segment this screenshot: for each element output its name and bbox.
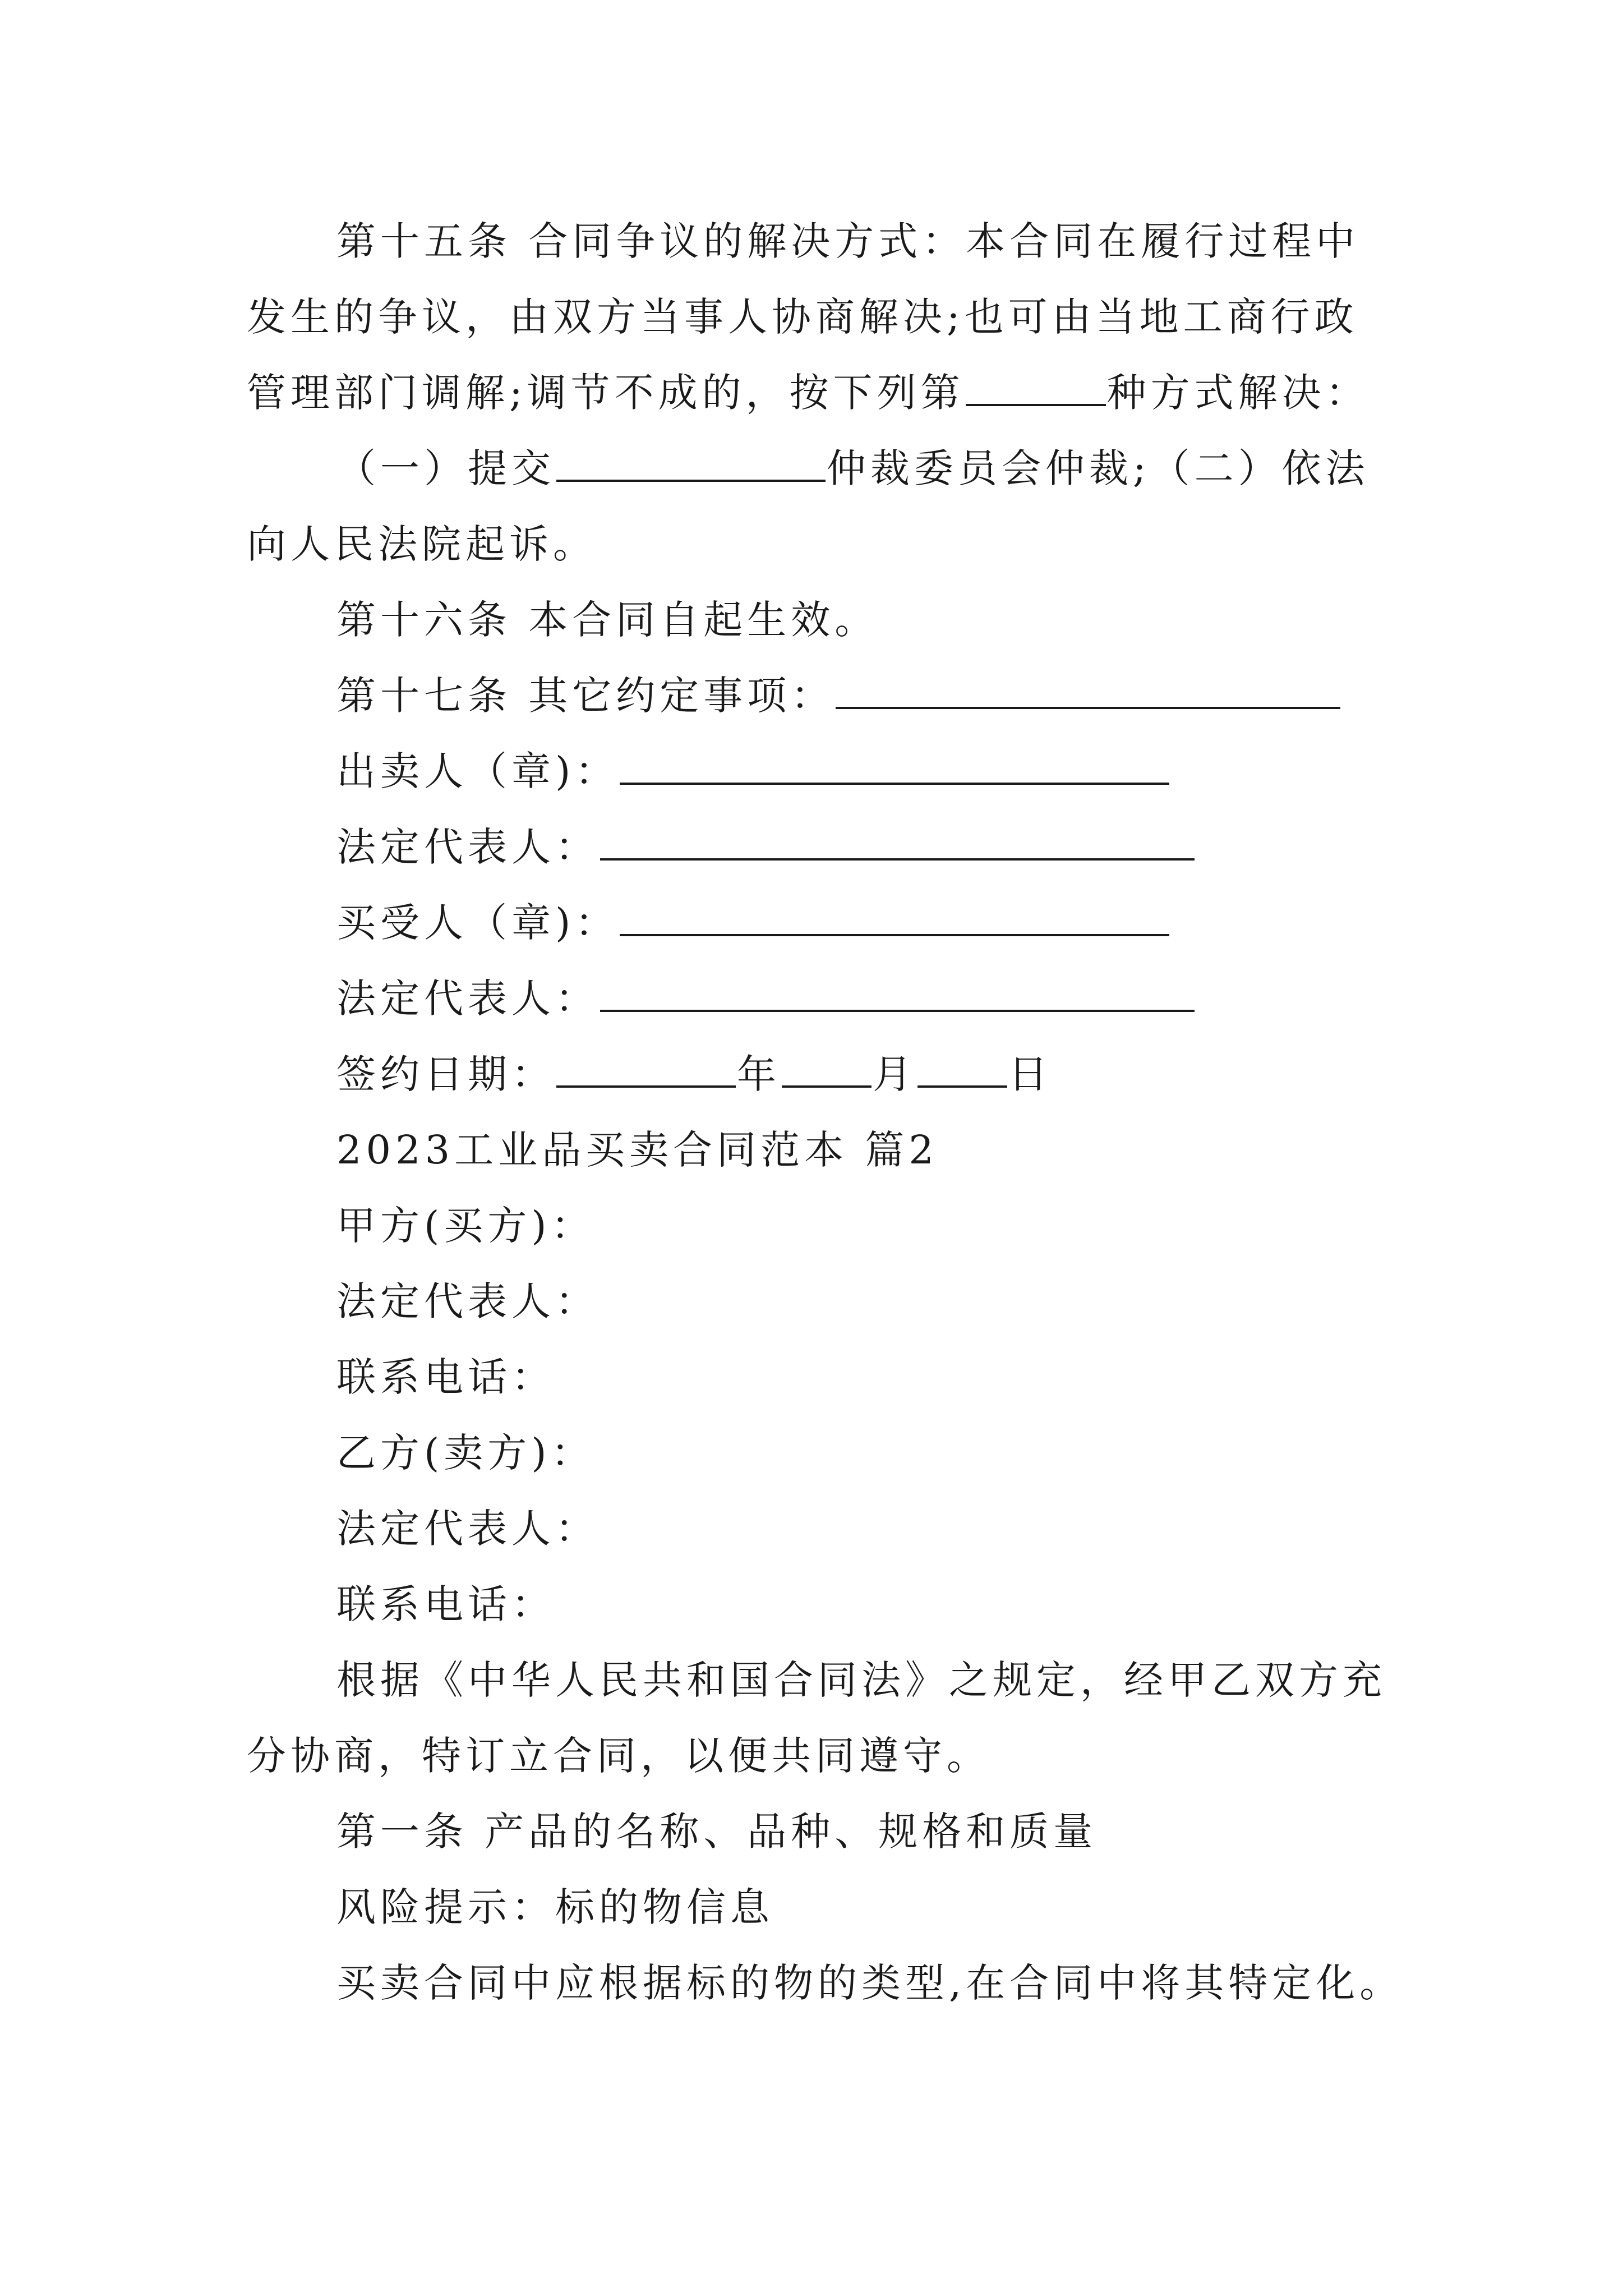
text: 仲裁委员会仲裁;（二）依法 — [827, 445, 1370, 491]
blank-buyer — [620, 895, 1169, 936]
party-b-legal-rep-line — [336, 1501, 599, 1557]
text: 日 — [1008, 1051, 1052, 1097]
text: 第十五条 合同争议的解决方式：本合同在履行过程中 — [336, 218, 1360, 264]
article-15-line-1 — [336, 213, 1359, 269]
text: 第一条 产品的名称、品种、规格和质量 — [336, 1809, 1098, 1855]
text: 签约日期： — [336, 1051, 555, 1097]
blank-year — [556, 1046, 736, 1088]
article-16 — [336, 592, 878, 648]
text: 根据《中华人民共和国合同法》之规定，经甲乙双方充 — [336, 1657, 1386, 1703]
text: 甲方(买方)： — [336, 1203, 595, 1249]
text: 第十七条 其它约定事项： — [336, 673, 835, 719]
text: 种方式解决： — [1106, 370, 1370, 416]
article-1 — [336, 1803, 1097, 1860]
blank-arbitration-commission — [556, 440, 826, 482]
text: 年 — [737, 1051, 781, 1097]
text: 联系电话： — [336, 1354, 555, 1400]
text: 分协商，特订立合同，以便共同遵守。 — [247, 1733, 990, 1779]
part-2-title — [336, 1122, 938, 1178]
buyer-legal-rep-line — [336, 970, 1196, 1027]
article-15-line-2 — [247, 289, 1358, 345]
text: （一）提交 — [336, 445, 555, 491]
party-a-line — [336, 1198, 595, 1254]
blank-seller-legal-rep — [600, 819, 1195, 861]
blank-buyer-legal-rep — [600, 970, 1195, 1012]
text: 出卖人（章)： — [336, 748, 619, 794]
article-15-line-3 — [247, 365, 1370, 421]
text: 第十六条 本合同自起生效。 — [336, 597, 879, 643]
risk-note — [336, 1879, 774, 1935]
text: 月 — [873, 1051, 916, 1097]
text: 2023工业品买卖合同范本 篇2 — [336, 1127, 938, 1173]
subject-matter-note — [336, 1955, 1403, 2011]
basis-line-1 — [336, 1652, 1386, 1708]
text: 法定代表人： — [336, 976, 599, 1022]
seller-legal-rep-line — [336, 819, 1196, 875]
text: 法定代表人： — [336, 1278, 599, 1324]
party-a-phone-line — [336, 1349, 555, 1405]
blank-method-number — [966, 365, 1106, 406]
text: 买卖合同中应根据标的物的类型,在合同中将其特定化。 — [336, 1960, 1404, 2006]
basis-line-2 — [247, 1728, 990, 1784]
blank-seller — [620, 743, 1169, 785]
article-15-line-4 — [336, 440, 1370, 496]
blank-month — [782, 1046, 872, 1088]
buyer-seal-line — [336, 895, 1170, 951]
text: 买受人（章)： — [336, 900, 619, 946]
blank-day — [917, 1046, 1007, 1088]
text: 发生的争议，由双方当事人协商解决;也可由当地工商行政 — [247, 294, 1358, 340]
text: 管理部门调解;调节不成的，按下列第 — [247, 370, 965, 416]
text: 向人民法院起诉。 — [247, 521, 597, 567]
party-a-legal-rep-line — [336, 1273, 599, 1329]
blank-other-matters — [836, 668, 1340, 709]
seller-seal-line — [336, 743, 1170, 799]
party-b-phone-line — [336, 1576, 555, 1632]
text: 联系电话： — [336, 1581, 555, 1627]
signing-date-line — [336, 1046, 1052, 1102]
party-b-line — [336, 1425, 595, 1481]
text: 风险提示：标的物信息 — [336, 1884, 774, 1930]
article-15-line-5 — [247, 516, 597, 572]
article-17 — [336, 668, 1341, 724]
text: 乙方(卖方)： — [336, 1430, 595, 1476]
text: 法定代表人： — [336, 1506, 599, 1552]
text: 法定代表人： — [336, 824, 599, 870]
